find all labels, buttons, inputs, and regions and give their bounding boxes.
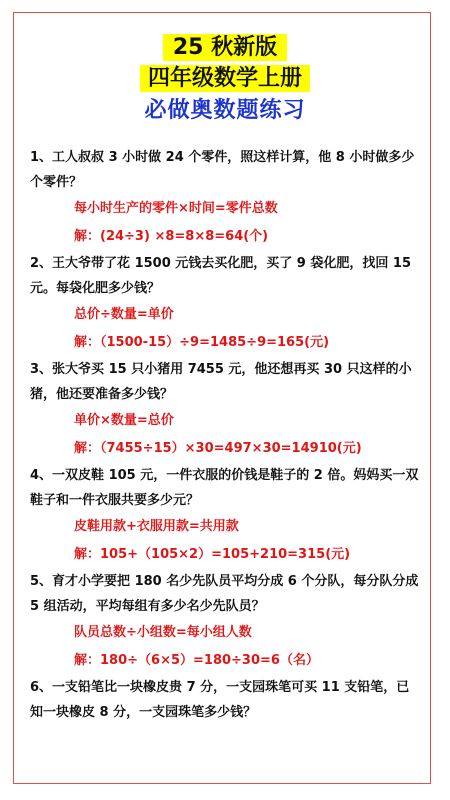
problem-1 bbox=[30, 145, 422, 251]
problem-solution: 解：105+（105×2）=105+210=315(元) bbox=[74, 547, 351, 562]
problem-question: 2、王大爷带了花 1500 元钱去买化肥，买了 9 袋化肥，找回 15 元。每袋化肥多少钱？ bbox=[30, 256, 411, 296]
problem-2 bbox=[30, 251, 422, 357]
problem-solution: 解：（7455÷15）×30=497×30=14910(元) bbox=[74, 441, 362, 456]
problem-question: 1、工人叔叔 3 小时做 24 个零件，照这样计算，他 8 小时做多少个零件？ bbox=[30, 150, 415, 190]
problem-question: 4、一双皮鞋 105 元，一件衣服的价钱是鞋子的 2 倍。妈妈买一双鞋子和一件衣服共要多少元？ bbox=[30, 468, 419, 508]
title-block bbox=[0, 34, 450, 122]
title-subtitle: 必做奥数题练习 bbox=[144, 98, 306, 123]
problem-5 bbox=[30, 569, 422, 675]
problem-formula: 总价÷数量=单价 bbox=[74, 307, 174, 322]
problem-formula: 单价×数量=总价 bbox=[74, 413, 174, 428]
problem-list bbox=[30, 145, 422, 725]
problem-question: 6、一支铅笔比一块橡皮贵 7 分，一支园珠笔可买 11 支铅笔，已知一块橡皮 8 分，一支园珠笔多少钱？ bbox=[30, 680, 410, 720]
problem-formula: 队员总数÷小组数=每小组人数 bbox=[74, 625, 252, 640]
problem-solution: 解：(24÷3) ×8=8×8=64(个) bbox=[74, 229, 269, 244]
problem-formula: 皮鞋用款+衣服用款=共用款 bbox=[74, 519, 239, 534]
problem-4 bbox=[30, 463, 422, 569]
problem-3 bbox=[30, 357, 422, 463]
problem-question: 5、育才小学要把 180 名少先队员平均分成 6 个分队，每分队分成 5 组活动，平均每组有多少名少先队员？ bbox=[30, 574, 419, 614]
problem-question: 3、张大爷买 15 只小猪用 7455 元，他还想再买 30 只这样的小猪，他还要准备多少钱？ bbox=[30, 362, 412, 402]
problem-6 bbox=[30, 675, 422, 725]
problem-solution: 解：（1500-15）÷9=1485÷9=165(元) bbox=[74, 335, 330, 350]
title-edition: 25 秋新版 bbox=[163, 34, 287, 61]
title-grade: 四年级数学上册 bbox=[140, 65, 310, 92]
problem-formula: 每小时生产的零件×时间=零件总数 bbox=[74, 201, 278, 216]
problem-solution: 解：180÷（6×5）=180÷30=6（名） bbox=[74, 653, 319, 668]
